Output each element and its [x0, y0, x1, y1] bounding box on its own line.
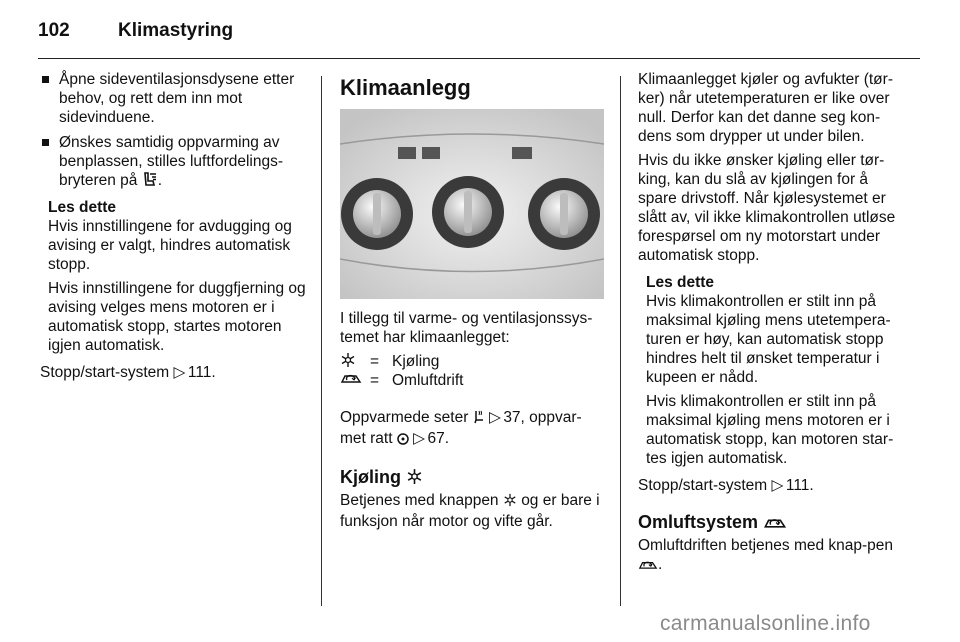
- page-number: 102: [38, 20, 70, 41]
- cross-reference[interactable]: Stopp/start-system ▷ 111.: [638, 477, 814, 494]
- column-right: [638, 70, 902, 581]
- seat-heating-reference[interactable]: Oppvarmede seter ▷ 37, oppvar- met ratt ▷ 67.: [340, 408, 604, 450]
- snowflake-icon: [503, 493, 517, 512]
- snowflake-icon: [340, 352, 370, 371]
- body-text: Klimaanlegget kjøler og avfukter (tør-ker) når utetemperaturen er like over null. Derfor kan det danne seg kon-dens som drypper ut under bilen.: [638, 71, 893, 145]
- definition-row: = Omluftdrift: [340, 371, 604, 390]
- page-reference-arrow-icon: ▷: [489, 409, 501, 426]
- page-title: Klimastyring: [118, 20, 234, 41]
- section-heading: Klimaanlegg: [340, 75, 471, 100]
- section-heading: Omluftsystem: [638, 513, 902, 534]
- column-left: [40, 70, 308, 387]
- note-block: [40, 198, 308, 355]
- list-item: Åpne sideventilasjonsdysene etter behov, og rett dem inn mot sidevinduene.: [40, 70, 308, 127]
- seat-footwell-airflow-icon: [142, 171, 158, 192]
- body-text: Hvis du ikke ønsker kjøling eller tør-king, kan du slå av kjølingen for å spare drivstoff. Når kjølesystemet er slått av, vil ikke klimakontrollen utløse forespørsel om ny motorstart under automatisk stopp.: [638, 152, 896, 264]
- column-divider: [620, 76, 621, 606]
- list-item: Ønskes samtidig oppvarming av benplassen, stilles luftfordelings-bryteren på .: [40, 133, 308, 192]
- snowflake-icon: [406, 468, 423, 489]
- section-heading: Kjøling: [340, 468, 604, 489]
- bullet-square-icon: [42, 76, 49, 83]
- cooling-text: Betjenes med knappen og er bare i funksjon når motor og vifte går.: [340, 492, 600, 530]
- page-reference-arrow-icon: ▷: [771, 477, 784, 494]
- recirculation-icon: [763, 515, 787, 534]
- column-divider: [321, 76, 322, 606]
- bullet-square-icon: [42, 139, 49, 146]
- recirculation-icon: [638, 557, 658, 576]
- recirculation-icon: [340, 371, 370, 390]
- note-block: [638, 273, 902, 468]
- watermark: carmanualsonline.info: [660, 612, 871, 635]
- heated-seat-icon: [473, 410, 485, 429]
- note-text: Hvis innstillingene for duggfjerning og avising velges mens motoren er i automatisk stopp, startes motoren igjen automatisk.: [48, 280, 306, 354]
- page-reference-arrow-icon: ▷: [413, 430, 426, 447]
- note-label: Les dette: [646, 274, 715, 291]
- page-header: [38, 18, 920, 59]
- column-middle: [340, 70, 604, 536]
- note-text: Hvis klimakontrollen er stilt inn på maksimal kjøling mens motoren er i automatisk stopp, kan motoren star-tes igjen automatisk.: [646, 393, 894, 467]
- climate-control-panel-image: [340, 109, 604, 299]
- intro-text: I tillegg til varme- og ventilasjonssys-temet har klimaanlegget:: [340, 310, 593, 346]
- cross-reference[interactable]: Stopp/start-system ▷ 111.: [40, 364, 216, 381]
- definition-row: = Kjøling: [340, 352, 604, 371]
- note-text: Hvis innstillingene for avdugging og avising er valgt, hindres automatisk stopp.: [48, 218, 292, 273]
- page-reference-arrow-icon: ▷: [173, 364, 186, 381]
- note-text: Hvis klimakontrollen er stilt inn på maksimal kjøling mens utetempera-turen er høy, kan automatisk stopp hindres helt til ønsket temperatur i kupeen er nådd.: [646, 293, 891, 386]
- note-label: Les dette: [48, 199, 117, 216]
- recirculation-text: Omluftdriften betjenes med knap-pen .: [638, 536, 902, 576]
- heated-steering-wheel-icon: [397, 431, 409, 450]
